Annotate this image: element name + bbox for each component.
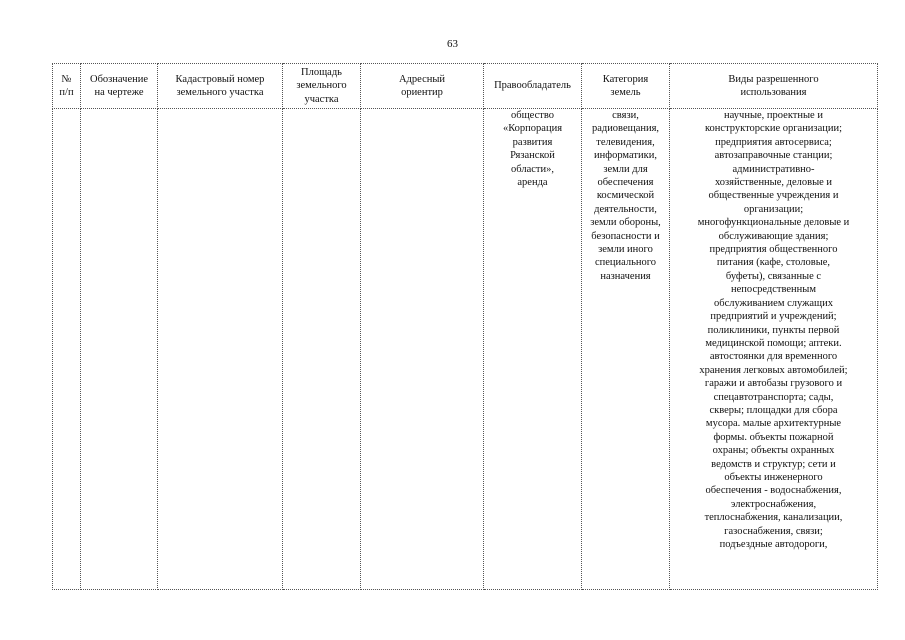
page-number: 63	[447, 38, 458, 50]
cell-owner: общество «Корпорация развития Рязанской области», аренда	[484, 109, 582, 590]
cell-land-category: связи, радиовещания, телевидения, информатики, земли для обеспечения космической деятельности, земли обороны, безопасности и земли иного специального назначения	[582, 109, 670, 590]
cell-number	[53, 109, 81, 590]
cell-cadastral-number	[158, 109, 283, 590]
header-owner: Правообладатель	[484, 64, 582, 109]
cell-address	[361, 109, 484, 590]
header-land-category: Категория земель	[582, 64, 670, 109]
header-number: № п/п	[53, 64, 81, 109]
table-row	[53, 109, 878, 590]
cell-designation	[81, 109, 158, 590]
land-plot-table	[52, 63, 878, 590]
header-address: Адресный ориентир	[361, 64, 484, 109]
cell-permitted-use: научные, проектные и конструкторские организации; предприятия автосервиса; автозаправочные станции; административно- хозяйственные, деловые и общественные учреждения и организации; многофункциональные деловые и обслуживающие здания; предприятия общественного питания (кафе, столовые, буфеты), связанные с непосредственным обслуживанием служащих предприятий и учреждений; поликлиники, пункты первой медицинской помощи; аптеки. автостоянки для временного хранения легковых автомобилей; гаражи и автобазы грузового и спецавтотранспорта; сады, скверы; площадки для сбора мусора. малые архитектурные формы. объекты пожарной охраны; объекты охранных ведомств и структур; сети и объекты инженерного обеспечения - водоснабжения, электроснабжения, теплоснабжения, канализации, газоснабжения, связи; подъездные автодороги,	[670, 109, 878, 590]
cell-area	[283, 109, 361, 590]
header-area: Площадь земельного участка	[283, 64, 361, 109]
table-header-row	[53, 64, 878, 109]
header-designation: Обозначение на чертеже	[81, 64, 158, 109]
header-permitted-use: Виды разрешенного использования	[670, 64, 878, 109]
header-cadastral-number: Кадастровый номер земельного участка	[158, 64, 283, 109]
